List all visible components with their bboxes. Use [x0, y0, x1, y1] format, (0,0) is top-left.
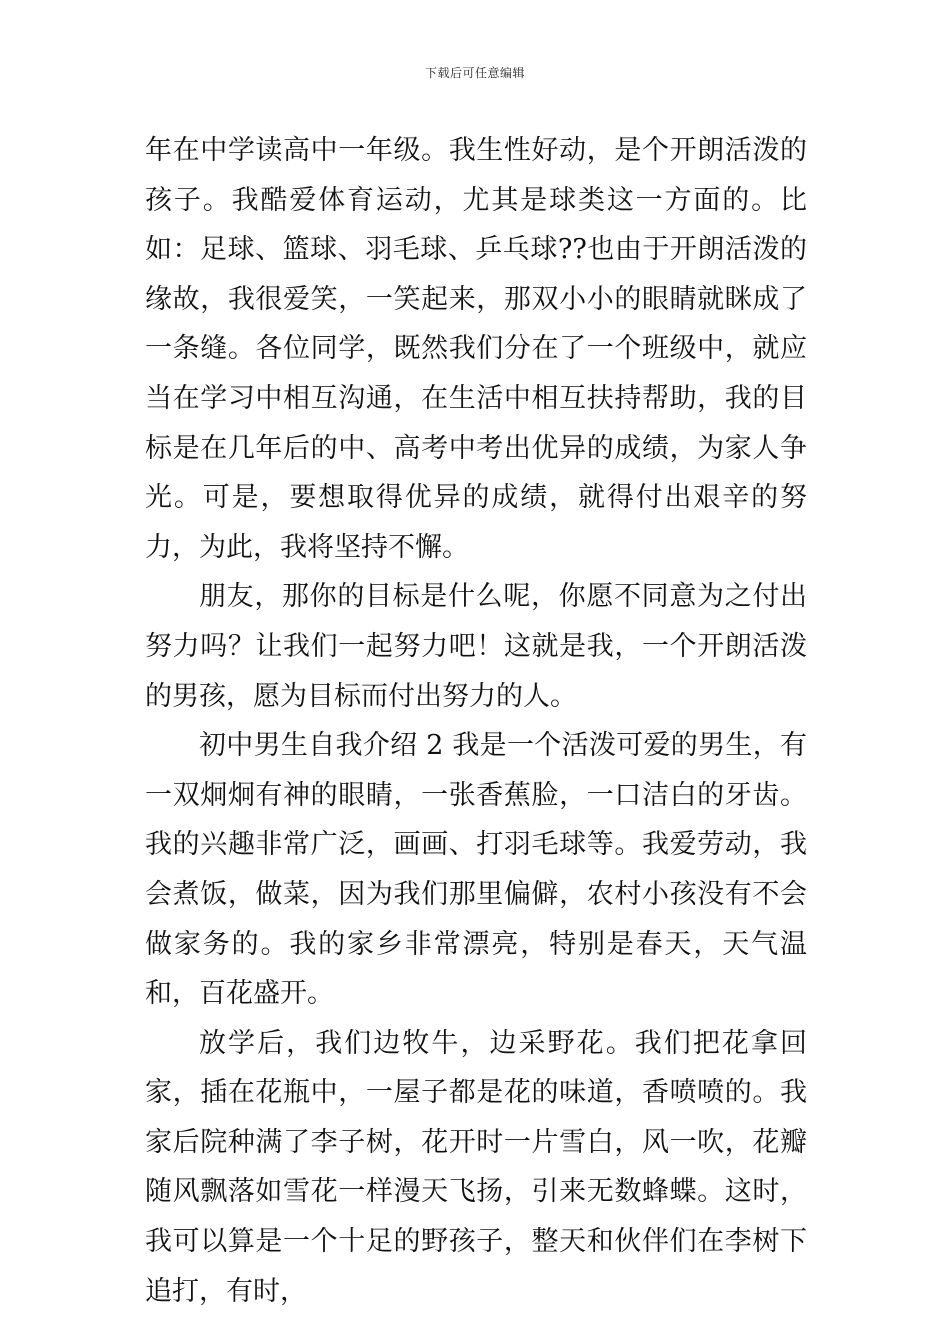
page-header: 下载后可任意编辑: [424, 66, 525, 80]
paragraph-1: 年在中学读高中一年级。我生性好动，是个开朗活泼的孩子。我酷爱体育运动，尤其是球类这一方面的。比如：足球、篮球、羽毛球、乒乓球??也由于开朗活泼的缘故，我很爱笑，一笑起来，那双小小的眼睛就眯成了一条缝。各位同学，既然我们分在了一个班级中，就应当在学习中相互沟通，在生活中相互扶持帮助，我的目标是在几年后的中、高考中考出优异的成绩，为家人争光。可是，要想取得优异的成绩，就得付出艰辛的努力，为此，我将坚持不懈。: [145, 135, 807, 563]
document-body: [145, 126, 807, 1316]
paragraph-2: 朋友，那你的目标是什么呢，你愿不同意为之付出努力吗？让我们一起努力吧！这就是我，一个开朗活泼的男孩，愿为目标而付出努力的人。: [145, 581, 807, 712]
paragraph-4: 放学后，我们边牧牛，边采野花。我们把花拿回家，插在花瓶中，一屋子都是花的味道，香喷喷的。我家后院种满了李子树，花开时一片雪白，风一吹，花瓣随风飘落如雪花一样漫天飞扬，引来无数蜂蝶。这时，我可以算是一个十足的野孩子，整天和伙伴们在李树下追打，有时，: [145, 1027, 807, 1307]
paragraph-3: 初中男生自我介绍 2 我是一个活泼可爱的男生，有一双炯炯有神的眼睛，一张香蕉脸，一口洁白的牙齿。我的兴趣非常广泛，画画、打羽毛球等。我爱劳动，我会煮饭，做菜，因为我们那里偏僻，农村小孩没有不会做家务的。我的家乡非常漂亮，特别是春天，天气温和，百花盛开。: [145, 730, 807, 1010]
